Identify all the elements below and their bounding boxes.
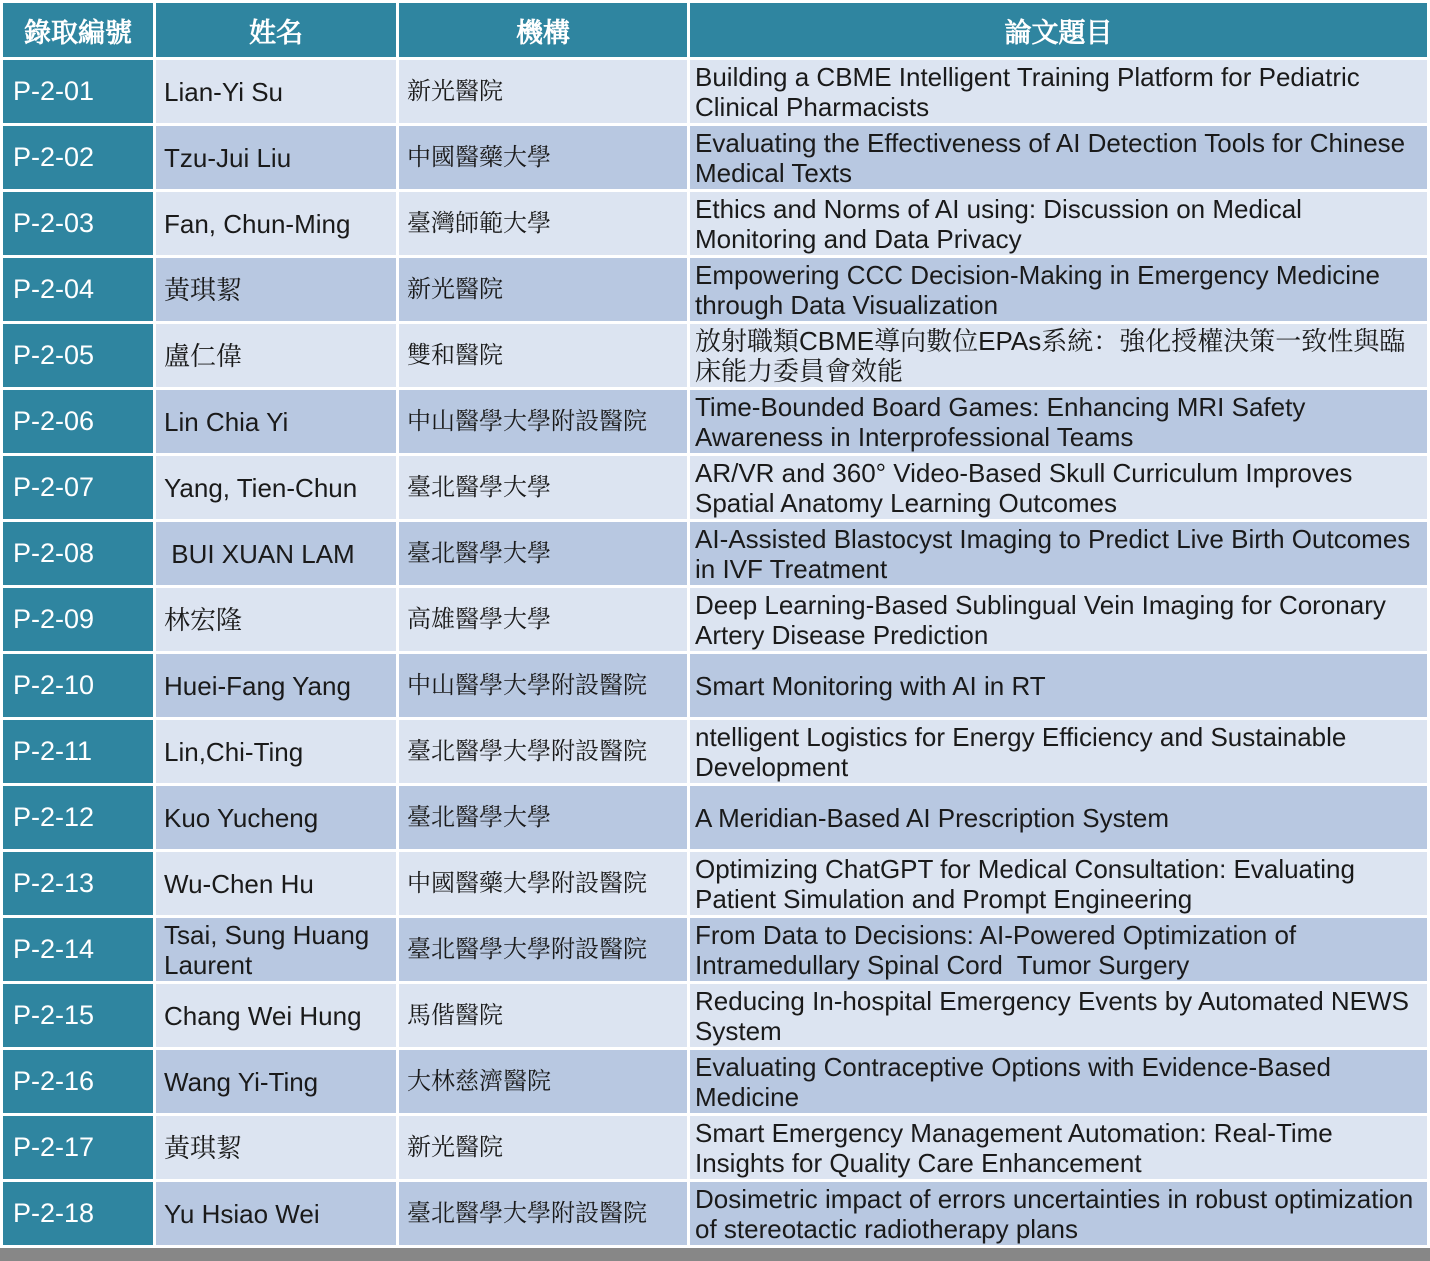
table-row (3, 324, 1427, 387)
admission-number-cell: P-2-03 (3, 192, 153, 255)
author-name-cell: 黃琪絜 (156, 1116, 396, 1179)
author-name-cell: Fan, Chun-Ming (156, 192, 396, 255)
paper-title-cell: AR/VR and 360° Video-Based Skull Curriculum Improves Spatial Anatomy Learning Outcomes (690, 456, 1427, 519)
table-body (3, 60, 1427, 1245)
admission-number-cell: P-2-11 (3, 720, 153, 783)
paper-title-cell: 放射職類CBME導向數位EPAs系統：強化授權決策一致性與臨床能力委員會效能 (690, 324, 1427, 387)
col-header-name: 姓名 (156, 3, 396, 57)
paper-title-cell: ntelligent Logistics for Energy Efficiency and Sustainable Development (690, 720, 1427, 783)
institution-cell: 新光醫院 (399, 60, 687, 123)
table-row (3, 1050, 1427, 1113)
admission-number-cell: P-2-01 (3, 60, 153, 123)
paper-title-cell: Dosimetric impact of errors uncertainties in robust optimization of stereotactic radiotherapy plans (690, 1182, 1427, 1245)
admission-number-cell: P-2-07 (3, 456, 153, 519)
author-name-cell: Lian-Yi Su (156, 60, 396, 123)
paper-title-cell: Optimizing ChatGPT for Medical Consultation: Evaluating Patient Simulation and Prompt Engineering (690, 852, 1427, 915)
header-row (3, 3, 1427, 57)
paper-title-cell: Smart Monitoring with AI in RT (690, 654, 1427, 717)
table-row (3, 60, 1427, 123)
paper-title-cell: A Meridian-Based AI Prescription System (690, 786, 1427, 849)
table-row (3, 1116, 1427, 1179)
table-row (3, 522, 1427, 585)
bottom-gray-bar (0, 1248, 1430, 1261)
institution-cell: 新光醫院 (399, 258, 687, 321)
admission-number-cell: P-2-17 (3, 1116, 153, 1179)
paper-title-cell: Empowering CCC Decision-Making in Emergency Medicine through Data Visualization (690, 258, 1427, 321)
institution-cell: 中山醫學大學附設醫院 (399, 654, 687, 717)
author-name-cell: Wu-Chen Hu (156, 852, 396, 915)
paper-title-cell: Ethics and Norms of AI using: Discussion on Medical Monitoring and Data Privacy (690, 192, 1427, 255)
admission-number-cell: P-2-12 (3, 786, 153, 849)
table-row (3, 852, 1427, 915)
author-name-cell: Lin,Chi-Ting (156, 720, 396, 783)
paper-title-cell: Evaluating Contraceptive Options with Evidence-Based Medicine (690, 1050, 1427, 1113)
author-name-cell: Lin Chia Yi (156, 390, 396, 453)
admission-number-cell: P-2-15 (3, 984, 153, 1047)
col-header-paper-title: 論文題目 (690, 3, 1427, 57)
institution-cell: 新光醫院 (399, 1116, 687, 1179)
table-header (3, 3, 1427, 57)
institution-cell: 臺北醫學大學附設醫院 (399, 720, 687, 783)
author-name-cell: 林宏隆 (156, 588, 396, 651)
paper-title-cell: AI-Assisted Blastocyst Imaging to Predict Live Birth Outcomes in IVF Treatment (690, 522, 1427, 585)
table-row (3, 390, 1427, 453)
institution-cell: 馬偕醫院 (399, 984, 687, 1047)
admission-number-cell: P-2-05 (3, 324, 153, 387)
admission-number-cell: P-2-18 (3, 1182, 153, 1245)
author-name-cell: 盧仁偉 (156, 324, 396, 387)
table-row (3, 456, 1427, 519)
author-name-cell: Chang Wei Hung (156, 984, 396, 1047)
admission-number-cell: P-2-06 (3, 390, 153, 453)
institution-cell: 臺北醫學大學 (399, 456, 687, 519)
paper-title-cell: Smart Emergency Management Automation: Real-Time Insights for Quality Care Enhancement (690, 1116, 1427, 1179)
table-row (3, 786, 1427, 849)
table-row (3, 192, 1427, 255)
table-row (3, 1182, 1427, 1245)
institution-cell: 中國醫藥大學附設醫院 (399, 852, 687, 915)
table-row (3, 588, 1427, 651)
author-name-cell: Yang, Tien-Chun (156, 456, 396, 519)
author-name-cell: Tsai, Sung Huang Laurent (156, 918, 396, 981)
table-row (3, 126, 1427, 189)
table-row (3, 258, 1427, 321)
institution-cell: 臺北醫學大學 (399, 786, 687, 849)
col-header-admission-number: 錄取編號 (3, 3, 153, 57)
paper-title-cell: From Data to Decisions: AI-Powered Optimization of Intramedullary Spinal Cord Tumor Surgery (690, 918, 1427, 981)
paper-title-cell: Evaluating the Effectiveness of AI Detection Tools for Chinese Medical Texts (690, 126, 1427, 189)
author-name-cell: Huei-Fang Yang (156, 654, 396, 717)
author-name-cell: 黃琪絜 (156, 258, 396, 321)
author-name-cell: Wang Yi-Ting (156, 1050, 396, 1113)
admission-number-cell: P-2-08 (3, 522, 153, 585)
table-row (3, 720, 1427, 783)
paper-title-cell: Deep Learning-Based Sublingual Vein Imaging for Coronary Artery Disease Prediction (690, 588, 1427, 651)
institution-cell: 臺北醫學大學附設醫院 (399, 918, 687, 981)
table-row (3, 984, 1427, 1047)
institution-cell: 中國醫藥大學 (399, 126, 687, 189)
admission-number-cell: P-2-09 (3, 588, 153, 651)
author-name-cell: BUI XUAN LAM (156, 522, 396, 585)
admission-number-cell: P-2-02 (3, 126, 153, 189)
institution-cell: 中山醫學大學附設醫院 (399, 390, 687, 453)
author-name-cell: Kuo Yucheng (156, 786, 396, 849)
author-name-cell: Yu Hsiao Wei (156, 1182, 396, 1245)
admission-number-cell: P-2-14 (3, 918, 153, 981)
table-row (3, 918, 1427, 981)
paper-title-cell: Time-Bounded Board Games: Enhancing MRI Safety Awareness in Interprofessional Teams (690, 390, 1427, 453)
admission-number-cell: P-2-10 (3, 654, 153, 717)
admission-number-cell: P-2-04 (3, 258, 153, 321)
institution-cell: 高雄醫學大學 (399, 588, 687, 651)
institution-cell: 臺北醫學大學附設醫院 (399, 1182, 687, 1245)
institution-cell: 臺灣師範大學 (399, 192, 687, 255)
admission-number-cell: P-2-16 (3, 1050, 153, 1113)
institution-cell: 大林慈濟醫院 (399, 1050, 687, 1113)
author-name-cell: Tzu-Jui Liu (156, 126, 396, 189)
paper-title-cell: Building a CBME Intelligent Training Platform for Pediatric Clinical Pharmacists (690, 60, 1427, 123)
institution-cell: 臺北醫學大學 (399, 522, 687, 585)
admission-number-cell: P-2-13 (3, 852, 153, 915)
col-header-institution: 機構 (399, 3, 687, 57)
paper-title-cell: Reducing In-hospital Emergency Events by Automated NEWS System (690, 984, 1427, 1047)
institution-cell: 雙和醫院 (399, 324, 687, 387)
table-row (3, 654, 1427, 717)
